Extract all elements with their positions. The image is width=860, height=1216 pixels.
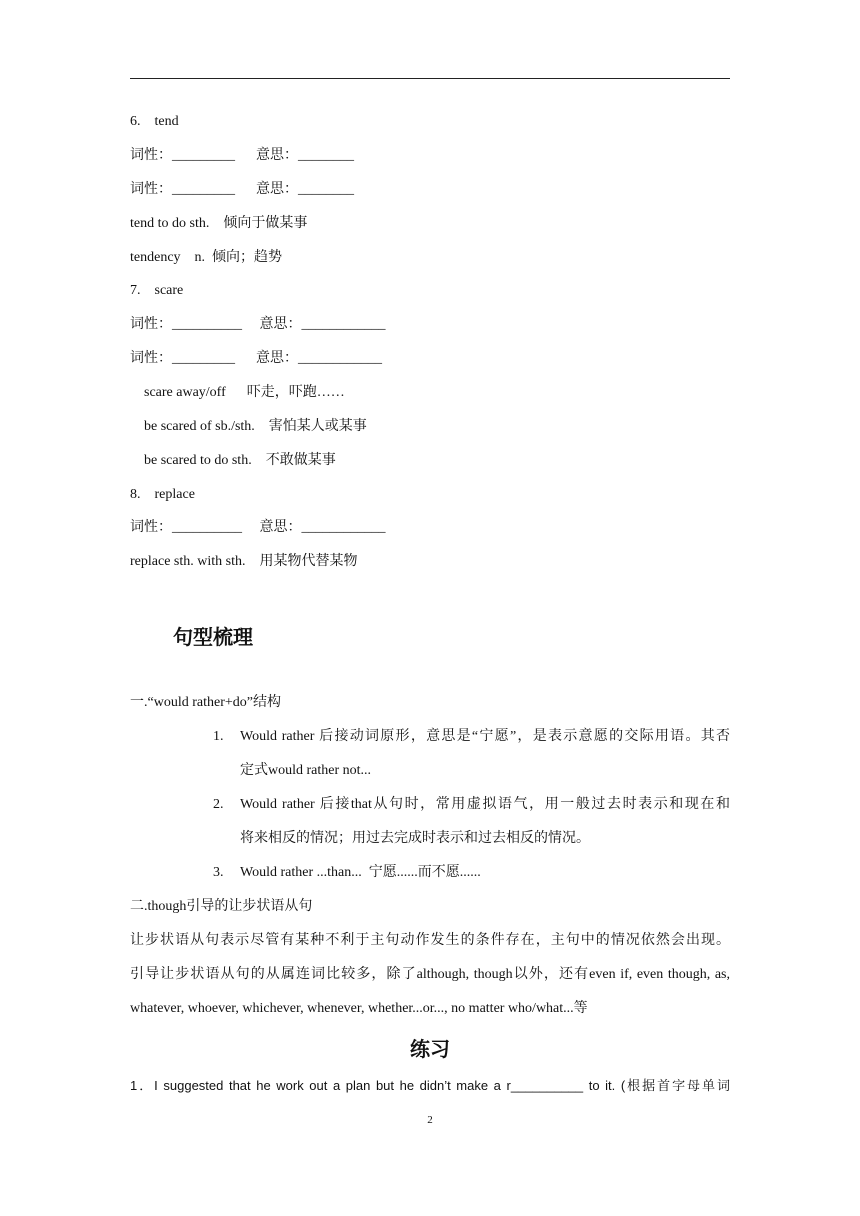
grammar-point-2-line-2: 将来相反的情况；用过去完成时表示和过去相反的情况。 — [240, 831, 590, 846]
vocab-item-7-phrase-3: be scared to do sth. 不敢做某事 — [130, 453, 336, 468]
vocab-item-6-head: 6. tend — [130, 114, 179, 129]
vocab-item-8-head: 8. replace — [130, 487, 195, 502]
grammar-point-3-number: 3. — [213, 865, 224, 880]
vocab-item-6-phrase-1: tend to do sth. 倾向于做某事 — [130, 216, 308, 231]
grammar-point-2-number: 2. — [213, 797, 224, 812]
grammar-point-2-line-1: Would rather 后接that从句时，常用虚拟语气，用一般过去时表示和现在和 — [240, 797, 730, 812]
grammar-point-1-line-2: 定式would rather not... — [240, 763, 372, 778]
vocab-item-7-pos-row-1: 词性：__________ 意思：____________ — [130, 317, 386, 332]
header-rule — [130, 78, 730, 79]
vocab-item-7-head: 7. scare — [130, 283, 184, 298]
vocab-item-6-phrase-2: tendency n. 倾向；趋势 — [130, 250, 283, 265]
vocab-item-7-pos-row-2: 词性：_________ 意思：____________ — [130, 351, 382, 366]
grammar-paragraph-line-2: 引导让步状语从句的从属连词比较多，除了although, though以外，还有even if, even though, as, — [130, 967, 730, 982]
grammar-point-1-line-1: Would rather 后接动词原形，意思是“宁愿”，是表示意愿的交际用语。其否 — [240, 729, 730, 744]
page-number: 2 — [427, 1114, 433, 1126]
vocab-item-8-pos-row-1: 词性：__________ 意思：____________ — [130, 520, 386, 535]
vocab-item-6-pos-row-1: 词性：_________ 意思：________ — [130, 148, 354, 163]
grammar-point-1-number: 1. — [213, 729, 224, 744]
grammar-point-3-line-1: Would rather ...than... 宁愿......而不愿...... — [240, 865, 481, 880]
grammar-paragraph-line-3: whatever, whoever, whichever, whenever, whether...or..., no matter who/what...等 — [130, 1001, 588, 1016]
section-heading-exercise: 练习 — [410, 1037, 450, 1061]
vocab-item-7-phrase-1: scare away/off 吓走，吓跑…… — [130, 385, 345, 400]
grammar-section-2-title: 二.though引导的让步状语从句 — [130, 899, 313, 914]
exercise-question-1: 1．I suggested that he work out a plan but he didn’t make a r__________ to it. (根据首字母单词 — [130, 1078, 730, 1093]
vocab-item-6-pos-row-2: 词性：_________ 意思：________ — [130, 182, 354, 197]
section-heading-grammar: 句型梳理 — [173, 625, 253, 649]
grammar-paragraph-line-1: 让步状语从句表示尽管有某种不利于主句动作发生的条件存在，主句中的情况依然会出现。 — [130, 933, 730, 948]
vocab-item-7-phrase-2: be scared of sb./sth. 害怕某人或某事 — [130, 419, 367, 434]
vocab-item-8-phrase-1: replace sth. with sth. 用某物代替某物 — [130, 554, 358, 569]
grammar-section-1-title: 一.“would rather+do”结构 — [130, 695, 281, 710]
